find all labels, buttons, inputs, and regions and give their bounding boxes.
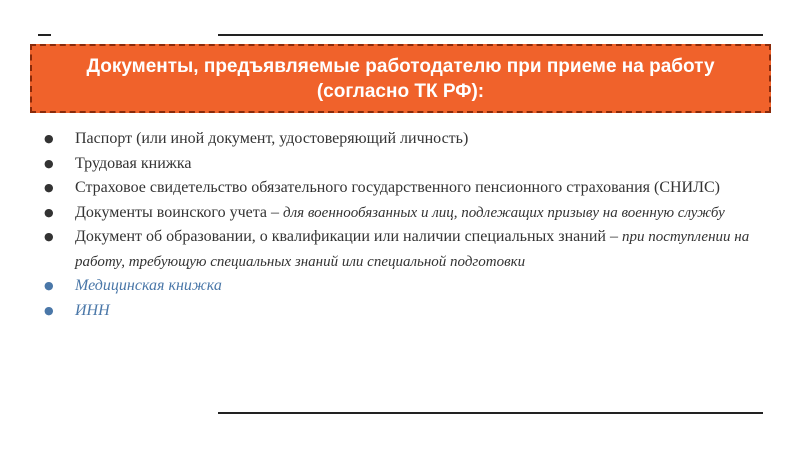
list-item-text: Документ об образовании, о квалификации или наличии специальных знаний – bbox=[75, 228, 622, 245]
list-item-education-document bbox=[44, 225, 774, 274]
title-banner bbox=[30, 44, 771, 113]
decorative-rule-top bbox=[218, 34, 763, 36]
bullet-icon: ● bbox=[44, 156, 54, 170]
list-item-note: для военнообязанных и лиц, подлежащих призыву на военную службу bbox=[283, 204, 725, 221]
list-item-text: Паспорт (или иной документ, удостоверяющий личность) bbox=[75, 130, 469, 147]
bullet-icon: ● bbox=[44, 205, 54, 219]
list-item-text: Медицинская книжка bbox=[75, 277, 222, 294]
list-item-text: Страховое свидетельство обязательного государственного пенсионного страхования (СНИЛС) bbox=[75, 179, 720, 196]
bullet-icon: ● bbox=[44, 181, 54, 194]
list-item-military-documents bbox=[44, 201, 774, 226]
bullet-icon: ● bbox=[44, 279, 54, 292]
list-item-snils bbox=[44, 176, 774, 201]
banner-title: Документы, предъявляемые работодателю при приеме на работу (согласно ТК РФ): bbox=[86, 55, 715, 102]
decorative-rule-bottom bbox=[218, 412, 763, 414]
bullet-icon: ● bbox=[44, 230, 54, 243]
decorative-rule-short bbox=[38, 34, 51, 36]
bullet-icon: ● bbox=[44, 303, 54, 317]
list-item-text: ИНН bbox=[75, 301, 110, 319]
list-item-note: при поступлении на работу, требующую специальных знаний или специальной подготовки bbox=[75, 229, 750, 270]
list-item-text: Трудовая книжка bbox=[75, 154, 192, 172]
documents-list bbox=[44, 127, 774, 323]
list-item-medical-book bbox=[44, 274, 774, 299]
list-item-work-book bbox=[44, 152, 774, 177]
list-item-inn bbox=[44, 299, 774, 324]
list-item-passport bbox=[44, 127, 774, 152]
bullet-icon: ● bbox=[44, 132, 54, 145]
list-item-text: Документы воинского учета – bbox=[75, 203, 284, 221]
